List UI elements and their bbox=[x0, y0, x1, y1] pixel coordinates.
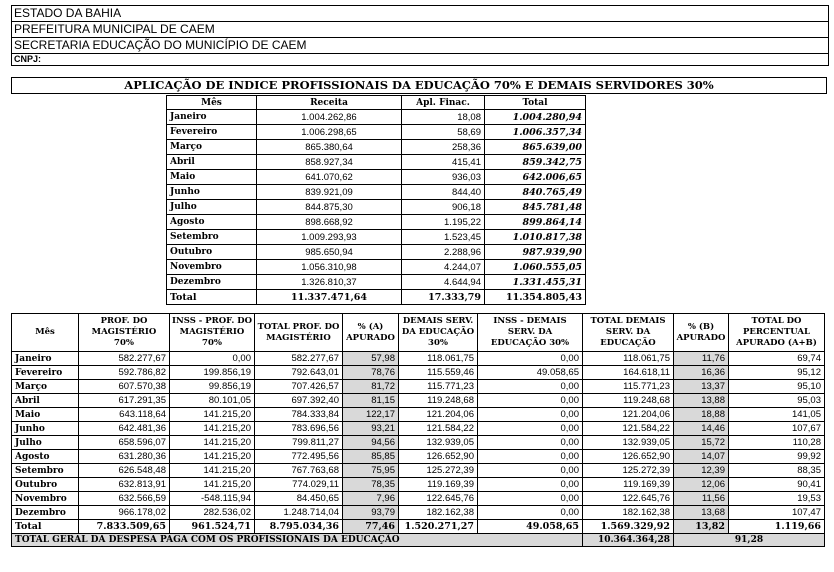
expense-cell-total-prof: 84.450,65 bbox=[255, 492, 343, 506]
expense-cell-pct-b: 14,46 bbox=[674, 422, 729, 436]
revenue-cell-receita: 844.875,30 bbox=[257, 200, 402, 215]
expense-total-prof-magisterio: 7.833.509,65 bbox=[79, 520, 170, 534]
revenue-cell-receita: 1.056.310,98 bbox=[257, 260, 402, 275]
col-header-total-demais: TOTAL DEMAIS SERV. DA EDUCAÇÃO bbox=[583, 314, 674, 352]
revenue-row bbox=[167, 155, 586, 170]
expense-cell-demais-serv: 119.248,68 bbox=[399, 394, 478, 408]
expense-cell-pct-a: 78,35 bbox=[343, 478, 399, 492]
expense-cell-prof-magisterio: 632.813,91 bbox=[79, 478, 170, 492]
revenue-cell-total: 1.010.817,38 bbox=[485, 230, 586, 245]
expense-row bbox=[12, 366, 825, 380]
revenue-cell-receita: 1.004.262,86 bbox=[257, 110, 402, 125]
revenue-table bbox=[166, 95, 586, 305]
revenue-row bbox=[167, 170, 586, 185]
revenue-cell-apl-finac: 4.244,07 bbox=[402, 260, 485, 275]
expense-cell-prof-magisterio: 582.277,67 bbox=[79, 352, 170, 366]
revenue-row bbox=[167, 125, 586, 140]
expense-cell-total-prof: 799.811,27 bbox=[255, 436, 343, 450]
revenue-cell-month: Fevereiro bbox=[167, 125, 257, 140]
revenue-cell-total: 987.939,90 bbox=[485, 245, 586, 260]
expense-row bbox=[12, 492, 825, 506]
expense-cell-total-pct: 69,74 bbox=[729, 352, 825, 366]
expense-cell-total-demais: 119.248,68 bbox=[583, 394, 674, 408]
expense-cell-prof-magisterio: 592.786,82 bbox=[79, 366, 170, 380]
expense-cell-total-prof: 774.029,11 bbox=[255, 478, 343, 492]
header-prefeitura: PREFEITURA MUNICIPAL DE CAEM bbox=[12, 22, 828, 38]
expense-cell-mes: Outubro bbox=[12, 478, 79, 492]
expense-cell-total-prof: 784.333,84 bbox=[255, 408, 343, 422]
revenue-cell-receita: 858.927,34 bbox=[257, 155, 402, 170]
expense-cell-total-demais: 119.169,39 bbox=[583, 478, 674, 492]
expense-cell-total-pct: 88,35 bbox=[729, 464, 825, 478]
expense-row bbox=[12, 394, 825, 408]
expense-row bbox=[12, 436, 825, 450]
expense-cell-inss-demais: 0,00 bbox=[478, 506, 583, 520]
expense-cell-total-demais: 118.061,75 bbox=[583, 352, 674, 366]
expense-cell-total-prof: 582.277,67 bbox=[255, 352, 343, 366]
expense-cell-total-demais: 121.204,06 bbox=[583, 408, 674, 422]
revenue-cell-apl-finac: 844,40 bbox=[402, 185, 485, 200]
revenue-total-month: Total bbox=[167, 290, 257, 305]
expense-cell-total-pct: 107,67 bbox=[729, 422, 825, 436]
expense-total-total-prof: 8.795.034,36 bbox=[255, 520, 343, 534]
expense-cell-pct-b: 15,72 bbox=[674, 436, 729, 450]
col-header-prof-magisterio: PROF. DO MAGISTÉRIO 70% bbox=[79, 314, 170, 352]
expense-cell-total-prof: 707.426,57 bbox=[255, 380, 343, 394]
revenue-row bbox=[167, 110, 586, 125]
expense-table bbox=[11, 313, 825, 547]
revenue-row bbox=[167, 200, 586, 215]
expense-row bbox=[12, 478, 825, 492]
expense-cell-pct-b: 18,88 bbox=[674, 408, 729, 422]
expense-cell-mes: Dezembro bbox=[12, 506, 79, 520]
expense-cell-total-pct: 95,10 bbox=[729, 380, 825, 394]
revenue-row bbox=[167, 275, 586, 290]
expense-cell-total-demais: 115.771,23 bbox=[583, 380, 674, 394]
revenue-cell-receita: 898.668,92 bbox=[257, 215, 402, 230]
revenue-cell-receita: 865.380,64 bbox=[257, 140, 402, 155]
expense-cell-pct-a: 75,95 bbox=[343, 464, 399, 478]
expense-cell-inss-prof: 141.215,20 bbox=[170, 464, 255, 478]
revenue-row bbox=[167, 260, 586, 275]
expense-cell-inss-prof: 0,00 bbox=[170, 352, 255, 366]
expense-total-total-demais: 1.569.329,92 bbox=[583, 520, 674, 534]
expense-cell-total-demais: 182.162,38 bbox=[583, 506, 674, 520]
revenue-cell-receita: 985.650,94 bbox=[257, 245, 402, 260]
expense-cell-inss-prof: 80.101,05 bbox=[170, 394, 255, 408]
expense-cell-inss-demais: 0,00 bbox=[478, 478, 583, 492]
expense-cell-prof-magisterio: 632.566,59 bbox=[79, 492, 170, 506]
col-header-inss-demais: INSS - DEMAIS SERV. DA EDUCAÇÃO 30% bbox=[478, 314, 583, 352]
expense-cell-total-pct: 19,53 bbox=[729, 492, 825, 506]
expense-cell-pct-a: 78,76 bbox=[343, 366, 399, 380]
revenue-cell-total: 1.331.455,31 bbox=[485, 275, 586, 290]
expense-cell-inss-prof: 141.215,20 bbox=[170, 436, 255, 450]
expense-table-header bbox=[12, 314, 825, 352]
revenue-cell-apl-finac: 18,08 bbox=[402, 110, 485, 125]
grand-total-value: 10.364.364,28 bbox=[583, 534, 674, 547]
revenue-cell-total: 899.864,14 bbox=[485, 215, 586, 230]
expense-cell-mes: Junho bbox=[12, 422, 79, 436]
expense-cell-mes: Abril bbox=[12, 394, 79, 408]
expense-row bbox=[12, 422, 825, 436]
expense-cell-demais-serv: 126.652,90 bbox=[399, 450, 478, 464]
expense-row bbox=[12, 464, 825, 478]
expense-cell-inss-demais: 0,00 bbox=[478, 450, 583, 464]
expense-cell-pct-b: 12,39 bbox=[674, 464, 729, 478]
col-header-inss-prof: INSS - PROF. DO MAGISTÉRIO 70% bbox=[170, 314, 255, 352]
revenue-cell-receita: 1.009.293,93 bbox=[257, 230, 402, 245]
expense-cell-total-prof: 792.643,01 bbox=[255, 366, 343, 380]
revenue-cell-apl-finac: 906,18 bbox=[402, 200, 485, 215]
expense-cell-total-pct: 90,41 bbox=[729, 478, 825, 492]
col-header-total: Total bbox=[485, 96, 586, 110]
revenue-cell-apl-finac: 1.195,22 bbox=[402, 215, 485, 230]
expense-cell-total-demais: 122.645,76 bbox=[583, 492, 674, 506]
revenue-cell-total: 642.006,65 bbox=[485, 170, 586, 185]
revenue-cell-month: Junho bbox=[167, 185, 257, 200]
expense-cell-inss-prof: 141.215,20 bbox=[170, 450, 255, 464]
expense-cell-total-prof: 767.763,68 bbox=[255, 464, 343, 478]
revenue-cell-total: 865.639,00 bbox=[485, 140, 586, 155]
expense-cell-pct-b: 14,07 bbox=[674, 450, 729, 464]
grand-total-row bbox=[12, 534, 825, 547]
revenue-row bbox=[167, 185, 586, 200]
expense-cell-inss-prof: -548.115,94 bbox=[170, 492, 255, 506]
revenue-cell-month: Dezembro bbox=[167, 275, 257, 290]
revenue-cell-apl-finac: 415,41 bbox=[402, 155, 485, 170]
revenue-cell-receita: 1.326.810,37 bbox=[257, 275, 402, 290]
expense-cell-prof-magisterio: 617.291,35 bbox=[79, 394, 170, 408]
revenue-cell-month: Outubro bbox=[167, 245, 257, 260]
revenue-row bbox=[167, 245, 586, 260]
expense-cell-prof-magisterio: 966.178,02 bbox=[79, 506, 170, 520]
expense-cell-pct-b: 16,36 bbox=[674, 366, 729, 380]
revenue-cell-month: Maio bbox=[167, 170, 257, 185]
grand-total-label: TOTAL GERAL DA DESPESA PAGA COM OS PROFISSIONAIS DA EDUCAÇÃO bbox=[12, 534, 583, 547]
expense-cell-total-demais: 125.272,39 bbox=[583, 464, 674, 478]
expense-total-inss-demais: 49.058,65 bbox=[478, 520, 583, 534]
expense-cell-inss-demais: 0,00 bbox=[478, 464, 583, 478]
revenue-cell-total: 859.342,75 bbox=[485, 155, 586, 170]
col-header-mes: Mês bbox=[12, 314, 79, 352]
expense-cell-demais-serv: 118.061,75 bbox=[399, 352, 478, 366]
expense-cell-demais-serv: 115.559,46 bbox=[399, 366, 478, 380]
expense-cell-total-demais: 164.618,11 bbox=[583, 366, 674, 380]
expense-cell-mes: Março bbox=[12, 380, 79, 394]
revenue-total-row bbox=[167, 290, 586, 305]
revenue-cell-apl-finac: 58,69 bbox=[402, 125, 485, 140]
expense-cell-total-pct: 95,03 bbox=[729, 394, 825, 408]
expense-cell-pct-b: 13,88 bbox=[674, 394, 729, 408]
col-header-mes: Mês bbox=[167, 96, 257, 110]
expense-cell-total-demais: 126.652,90 bbox=[583, 450, 674, 464]
revenue-cell-total: 845.781,48 bbox=[485, 200, 586, 215]
expense-cell-pct-b: 11,56 bbox=[674, 492, 729, 506]
revenue-cell-apl-finac: 1.523,45 bbox=[402, 230, 485, 245]
revenue-total-receita: 11.337.471,64 bbox=[257, 290, 402, 305]
expense-cell-demais-serv: 121.584,22 bbox=[399, 422, 478, 436]
expense-cell-total-prof: 1.248.714,04 bbox=[255, 506, 343, 520]
expense-cell-inss-demais: 0,00 bbox=[478, 492, 583, 506]
expense-cell-inss-demais: 0,00 bbox=[478, 352, 583, 366]
expense-cell-inss-prof: 141.215,20 bbox=[170, 422, 255, 436]
expense-cell-pct-b: 13,37 bbox=[674, 380, 729, 394]
revenue-cell-apl-finac: 258,36 bbox=[402, 140, 485, 155]
revenue-cell-receita: 839.921,09 bbox=[257, 185, 402, 200]
expense-cell-mes: Maio bbox=[12, 408, 79, 422]
expense-row bbox=[12, 408, 825, 422]
expense-cell-mes: Fevereiro bbox=[12, 366, 79, 380]
expense-cell-mes: Janeiro bbox=[12, 352, 79, 366]
header-secretaria: SECRETARIA EDUCAÇÃO DO MUNICÍPIO DE CAEM bbox=[12, 38, 828, 54]
expense-cell-total-prof: 697.392,40 bbox=[255, 394, 343, 408]
expense-cell-prof-magisterio: 626.548,48 bbox=[79, 464, 170, 478]
expense-cell-total-demais: 132.939,05 bbox=[583, 436, 674, 450]
revenue-cell-month: Abril bbox=[167, 155, 257, 170]
revenue-row bbox=[167, 215, 586, 230]
revenue-table-header bbox=[167, 96, 586, 110]
col-header-total-prof: TOTAL PROF. DO MAGISTÉRIO bbox=[255, 314, 343, 352]
revenue-cell-month: Janeiro bbox=[167, 110, 257, 125]
expense-cell-inss-prof: 141.215,20 bbox=[170, 408, 255, 422]
expense-total-pct-a: 77,46 bbox=[343, 520, 399, 534]
expense-cell-pct-a: 57,98 bbox=[343, 352, 399, 366]
expense-cell-prof-magisterio: 643.118,64 bbox=[79, 408, 170, 422]
col-header-total-pct: TOTAL DO PERCENTUAL APURADO (A+B) bbox=[729, 314, 825, 352]
revenue-cell-apl-finac: 4.644,94 bbox=[402, 275, 485, 290]
col-header-apl-finac: Apl. Finac. bbox=[402, 96, 485, 110]
expense-cell-mes: Novembro bbox=[12, 492, 79, 506]
expense-cell-pct-a: 93,21 bbox=[343, 422, 399, 436]
revenue-cell-total: 840.765,49 bbox=[485, 185, 586, 200]
expense-cell-inss-prof: 282.536,02 bbox=[170, 506, 255, 520]
expense-row bbox=[12, 450, 825, 464]
expense-cell-total-pct: 110,28 bbox=[729, 436, 825, 450]
expense-cell-total-pct: 95,12 bbox=[729, 366, 825, 380]
expense-cell-prof-magisterio: 607.570,38 bbox=[79, 380, 170, 394]
revenue-cell-receita: 1.006.298,65 bbox=[257, 125, 402, 140]
expense-total-demais-serv: 1.520.271,27 bbox=[399, 520, 478, 534]
expense-cell-pct-b: 13,68 bbox=[674, 506, 729, 520]
col-header-pct-b: % (B) APURADO bbox=[674, 314, 729, 352]
revenue-cell-receita: 641.070,62 bbox=[257, 170, 402, 185]
expense-total-row bbox=[12, 520, 825, 534]
revenue-row bbox=[167, 140, 586, 155]
revenue-total-total: 11.354.805,43 bbox=[485, 290, 586, 305]
expense-cell-prof-magisterio: 658.596,07 bbox=[79, 436, 170, 450]
expense-row bbox=[12, 506, 825, 520]
expense-cell-inss-prof: 199.856,19 bbox=[170, 366, 255, 380]
expense-cell-pct-a: 122,17 bbox=[343, 408, 399, 422]
header-cnpj: CNPJ: bbox=[12, 54, 828, 66]
expense-cell-demais-serv: 132.939,05 bbox=[399, 436, 478, 450]
expense-cell-total-prof: 772.495,56 bbox=[255, 450, 343, 464]
expense-cell-inss-demais: 0,00 bbox=[478, 380, 583, 394]
expense-cell-pct-a: 81,15 bbox=[343, 394, 399, 408]
col-header-receita: Receita bbox=[257, 96, 402, 110]
report-title: APLICAÇÃO DE INDICE PROFISSIONAIS DA EDUCAÇÃO 70% E DEMAIS SERVIDORES 30% bbox=[11, 77, 827, 94]
revenue-cell-apl-finac: 936,03 bbox=[402, 170, 485, 185]
expense-cell-total-demais: 121.584,22 bbox=[583, 422, 674, 436]
expense-cell-pct-a: 81,72 bbox=[343, 380, 399, 394]
expense-cell-demais-serv: 122.645,76 bbox=[399, 492, 478, 506]
expense-cell-total-pct: 107,47 bbox=[729, 506, 825, 520]
expense-cell-pct-b: 11,76 bbox=[674, 352, 729, 366]
expense-cell-inss-demais: 0,00 bbox=[478, 436, 583, 450]
revenue-total-apl-finac: 17.333,79 bbox=[402, 290, 485, 305]
expense-cell-demais-serv: 119.169,39 bbox=[399, 478, 478, 492]
expense-row bbox=[12, 380, 825, 394]
expense-row bbox=[12, 352, 825, 366]
document-header bbox=[11, 5, 829, 66]
expense-cell-mes: Agosto bbox=[12, 450, 79, 464]
revenue-cell-total: 1.006.357,34 bbox=[485, 125, 586, 140]
expense-total-total-pct: 1.119,66 bbox=[729, 520, 825, 534]
expense-cell-prof-magisterio: 631.280,36 bbox=[79, 450, 170, 464]
expense-cell-mes: Julho bbox=[12, 436, 79, 450]
expense-cell-prof-magisterio: 642.481,36 bbox=[79, 422, 170, 436]
expense-cell-total-prof: 783.696,56 bbox=[255, 422, 343, 436]
expense-cell-total-pct: 99,92 bbox=[729, 450, 825, 464]
expense-cell-inss-prof: 99.856,19 bbox=[170, 380, 255, 394]
expense-cell-demais-serv: 121.204,06 bbox=[399, 408, 478, 422]
expense-cell-inss-demais: 49.058,65 bbox=[478, 366, 583, 380]
expense-cell-demais-serv: 182.162,38 bbox=[399, 506, 478, 520]
expense-cell-demais-serv: 115.771,23 bbox=[399, 380, 478, 394]
expense-total-inss-prof: 961.524,71 bbox=[170, 520, 255, 534]
col-header-pct-a: % (A) APURADO bbox=[343, 314, 399, 352]
revenue-cell-month: Julho bbox=[167, 200, 257, 215]
expense-cell-pct-a: 7,96 bbox=[343, 492, 399, 506]
expense-cell-pct-a: 85,85 bbox=[343, 450, 399, 464]
revenue-cell-month: Novembro bbox=[167, 260, 257, 275]
expense-cell-pct-a: 93,79 bbox=[343, 506, 399, 520]
col-header-demais-serv: DEMAIS SERV. DA EDUCAÇÃO 30% bbox=[399, 314, 478, 352]
expense-cell-inss-demais: 0,00 bbox=[478, 394, 583, 408]
grand-total-percent: 91,28 bbox=[674, 534, 825, 547]
expense-total-mes: Total bbox=[12, 520, 79, 534]
expense-total-pct-b: 13,82 bbox=[674, 520, 729, 534]
expense-cell-pct-b: 12,06 bbox=[674, 478, 729, 492]
expense-cell-mes: Setembro bbox=[12, 464, 79, 478]
revenue-cell-month: Setembro bbox=[167, 230, 257, 245]
revenue-cell-month: Agosto bbox=[167, 215, 257, 230]
revenue-cell-total: 1.004.280,94 bbox=[485, 110, 586, 125]
revenue-cell-total: 1.060.555,05 bbox=[485, 260, 586, 275]
expense-cell-inss-prof: 141.215,20 bbox=[170, 478, 255, 492]
revenue-cell-month: Março bbox=[167, 140, 257, 155]
expense-cell-total-pct: 141,05 bbox=[729, 408, 825, 422]
revenue-cell-apl-finac: 2.288,96 bbox=[402, 245, 485, 260]
revenue-row bbox=[167, 230, 586, 245]
header-state: ESTADO DA BAHIA bbox=[12, 6, 828, 22]
expense-cell-pct-a: 94,56 bbox=[343, 436, 399, 450]
expense-cell-demais-serv: 125.272,39 bbox=[399, 464, 478, 478]
expense-cell-inss-demais: 0,00 bbox=[478, 408, 583, 422]
expense-cell-inss-demais: 0,00 bbox=[478, 422, 583, 436]
